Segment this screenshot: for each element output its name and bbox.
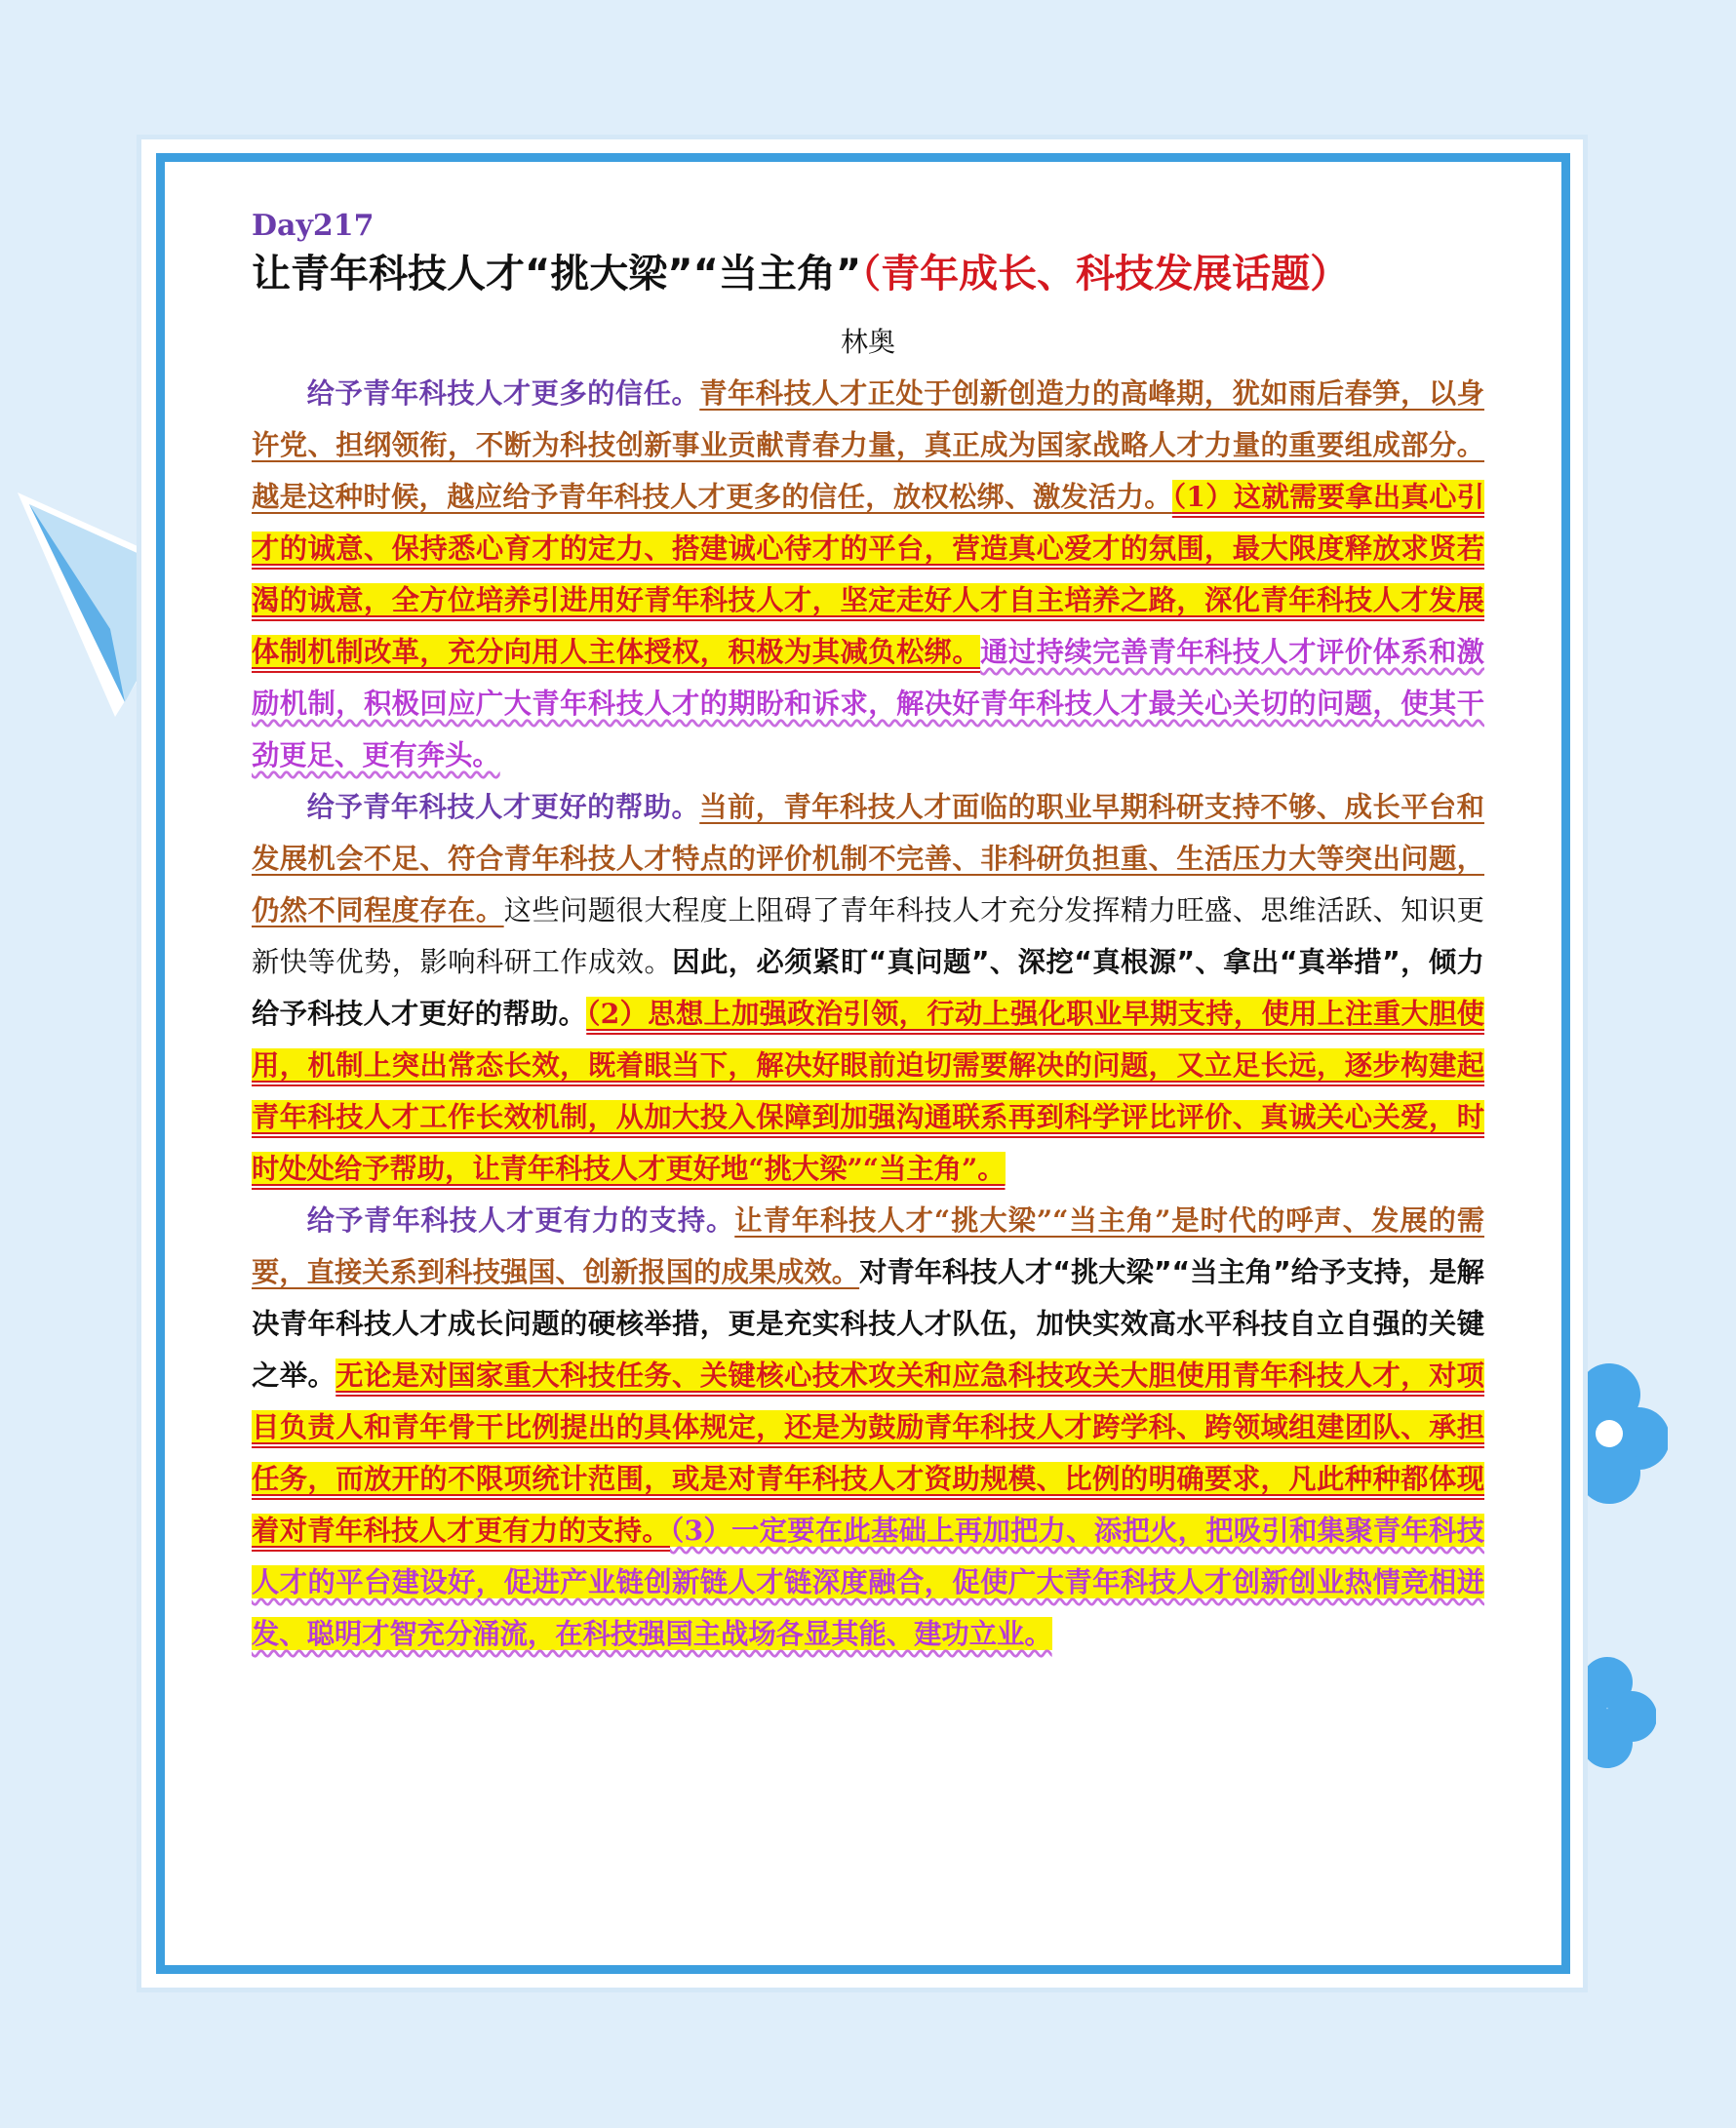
paragraph-2-highlight-2: （2）思想上加强政治引领，行动上强化职业早期支持，使用上注重大胆使用，机制上突出常态长效，既着眼当下，解决好眼前迫切需要解决的问题，又立足长远，逐步构建起青年科技人才工作长效机制，从加大投入保障到加强沟通联系再到科学评比评价、真诚关心关爱，时时处处给予帮助，让青年科技人才更好地“挑大梁”“当主角”。 xyxy=(252,997,1484,1185)
paragraph-3-lead: 给予青年科技人才更有力的支持。 xyxy=(306,1203,735,1237)
title-main: 让青年科技人才“挑大梁”“当主角” xyxy=(252,252,862,296)
article-title xyxy=(252,247,1484,301)
paragraph-2-sentence-2: 这些问题很大程度上阻碍了青年科技人才充分发挥精力旺盛、思维活跃、知识更新快等优势，影响科研工作成效。 xyxy=(252,894,1484,978)
title-topic-tag: （青年成长、科技发展话题） xyxy=(861,252,1350,296)
paragraph-1-lead: 给予青年科技人才更多的信任。 xyxy=(306,376,700,410)
paragraph-2-lead: 给予青年科技人才更好的帮助。 xyxy=(306,790,700,823)
author: 林奥 xyxy=(840,326,895,358)
paragraph-1 xyxy=(252,368,1484,781)
paragraph-3-sentence-1: 让青年科技人才“挑大梁”“当主角”是时代的呼声、发展的需要，直接关系到科技强国、创新报国的成果成效。 xyxy=(252,1203,1484,1288)
paragraph-3-sentence-2: 对青年科技人才“挑大梁”“当主角”给予支持，是解决青年科技人才成长问题的硬核举措，更是充实科技人才队伍，加快实效高水平科技自立自强的关键之举。 xyxy=(252,1256,1484,1392)
paragraph-3 xyxy=(252,1195,1484,1660)
day-label: Day217 xyxy=(252,209,375,243)
paragraph-3-highlight-3: （3）一定要在此基础上再加把力、添把火，把吸引和集聚青年科技人才的平台建设好，促进产业链创新链人才链深度融合，促使广大青年科技人才创新创业热情竞相迸发、聪明才智充分涌流，在科技强国主战场各显其能、建功立业。 xyxy=(252,1514,1484,1650)
paragraph-2-sentence-1: 当前，青年科技人才面临的职业早期科研支持不够、成长平台和发展机会不足、符合青年科技人才特点的评价机制不完善、非科研负担重、生活压力大等突出问题，仍然不同程度存在。 xyxy=(252,790,1484,926)
paragraph-1-sentence-3: 通过持续完善青年科技人才评价体系和激励机制，积极回应广大青年科技人才的期盼和诉求，解决好青年科技人才最关心关切的问题，使其干劲更足、更有奔头。 xyxy=(252,635,1484,771)
paragraph-1-highlight-1: （1）这就需要拿出真心引才的诚意、保持悉心育才的定力、搭建诚心待才的平台，营造真心爱才的氛围，最大限度释放求贤若渴的诚意，全方位培养引进用好青年科技人才，坚定走好人才自主培养之路，深化青年科技人才发展体制机制改革，充分向用人主体授权，积极为其减负松绑。 xyxy=(252,480,1484,668)
paragraph-1-sentence-1: 青年科技人才正处于创新创造力的高峰期，犹如雨后春笋，以身许党、担纲领衔，不断为科技创新事业贡献青春力量，真正成为国家战略人才力量的重要组成部分。越是这种时候，越应给予青年科技人才更多的信任，放权松绑、激发活力。 xyxy=(252,376,1484,513)
paragraph-2 xyxy=(252,781,1484,1195)
paragraph-2-sentence-3: 因此，必须紧盯“真问题”、深挖“真根源”、拿出“真举措”，倾力给予科技人才更好的帮助。 xyxy=(252,946,1484,1030)
article xyxy=(252,208,1484,1660)
paragraph-3-sentence-3: 无论是对国家重大科技任务、关键核心技术攻关和应急科技攻关大胆使用青年科技人才，对项目负责人和青年骨干比例提出的具体规定，还是为鼓励青年科技人才跨学科、跨领域组建团队、承担任务，而放开的不限项统计范围，或是对青年科技人才资助规模、比例的明确要求，凡此种种都体现着对青年科技人才更有力的支持。 xyxy=(252,1359,1484,1547)
